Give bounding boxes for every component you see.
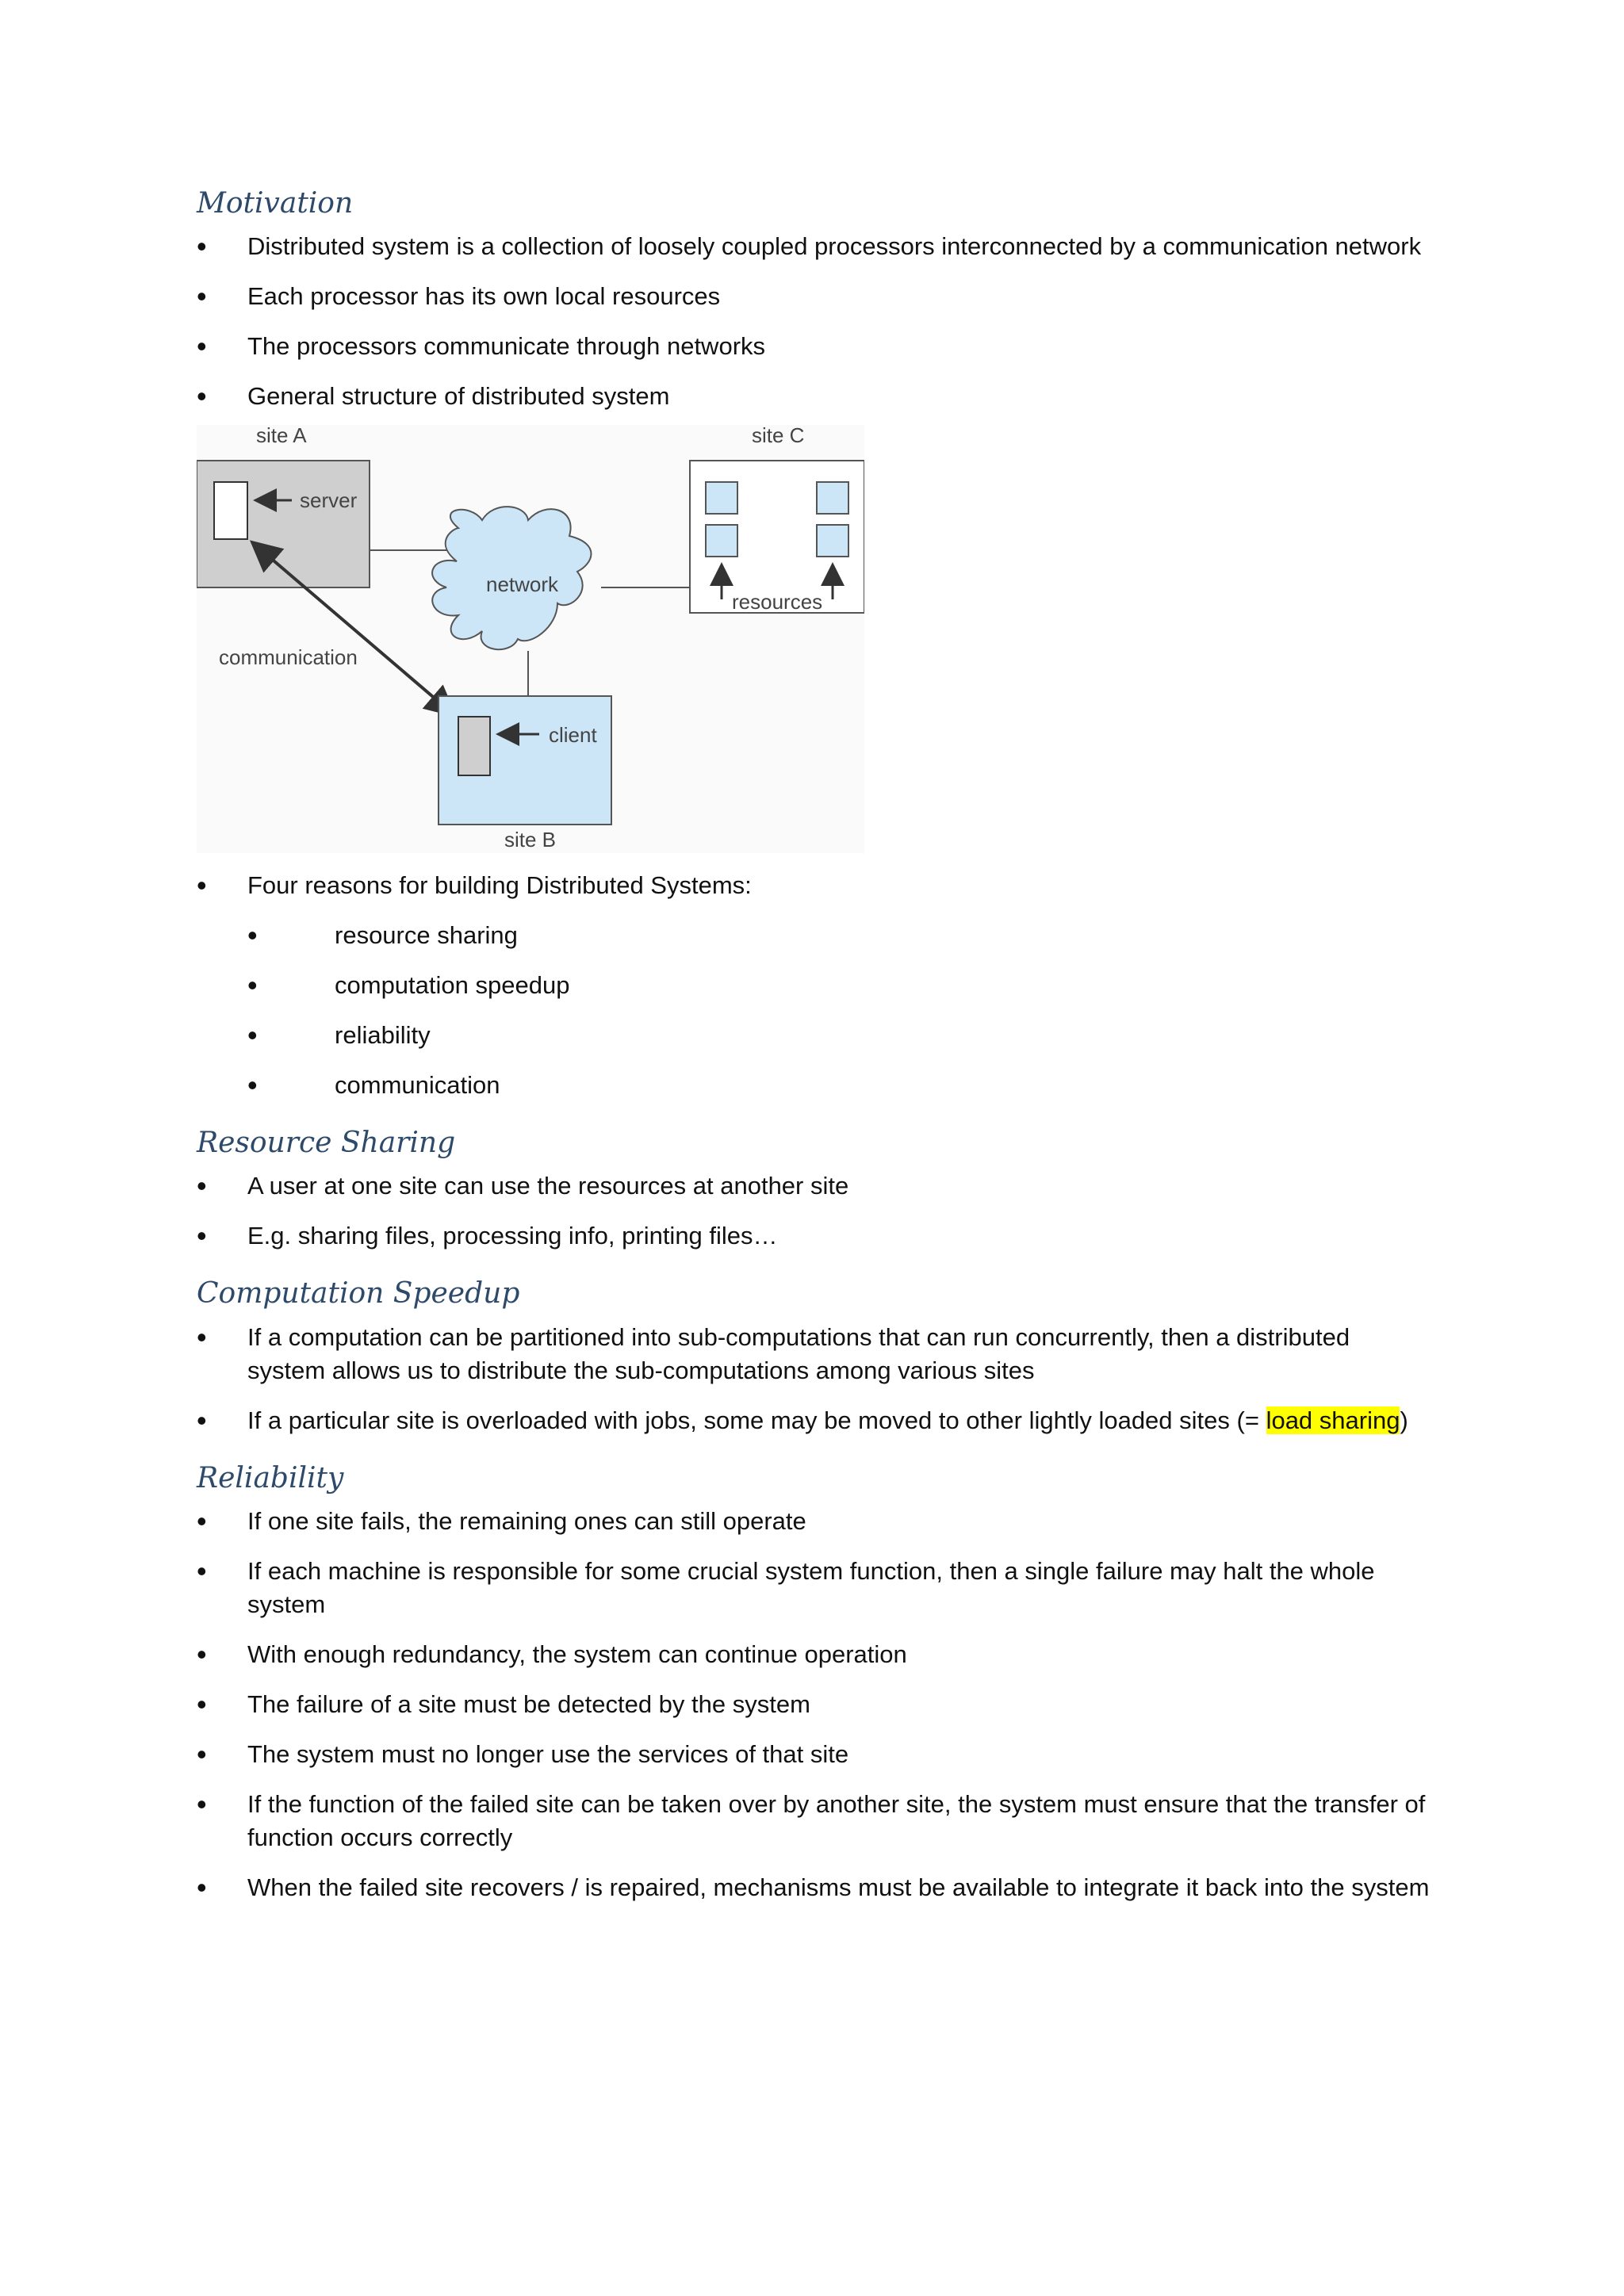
communication-label: communication [219,645,358,670]
list-item: • The processors communicate through networks [197,330,1434,363]
resource-box [706,525,737,557]
reliability-list [197,1505,1434,1904]
sub-list-item: • reliability [247,1019,1434,1052]
sub-list-item: • resource sharing [247,919,1434,952]
network-label: network [486,572,559,597]
computation-speedup-list [197,1321,1434,1437]
list-item [197,869,1434,1102]
load-sharing-highlight: load sharing [1266,1406,1400,1434]
list-item: • When the failed site recovers / is repaired, mechanisms must be available to integrate it back into the system [197,1871,1434,1904]
reasons-intro: Four reasons for building Distributed Systems: [247,871,752,900]
site-b-label: site B [504,828,557,852]
list-item: • A user at one site can use the resources at another site [197,1169,1434,1203]
list-item [197,1404,1434,1437]
distributed-system-diagram [197,425,864,853]
reasons-sublist [247,919,1434,1102]
list-item: • With enough redundancy, the system can continue operation [197,1638,1434,1671]
heading-computation-speedup: Computation Speedup [197,1277,520,1311]
list-item: • Each processor has its own local resources [197,280,1434,313]
heading-reliability: Reliability [197,1461,344,1494]
motivation-list [197,230,1434,413]
load-sharing-pre: If a particular site is overloaded with jobs, some may be moved to other lightly loaded sites (= [247,1406,1266,1434]
resource-sharing-list [197,1169,1434,1253]
list-item: • The failure of a site must be detected by the system [197,1688,1434,1721]
site-a-label: site A [256,425,307,448]
load-sharing-post: ) [1400,1406,1408,1434]
server-node [214,482,247,539]
resource-box [817,482,848,514]
client-label: client [549,723,597,748]
server-label: server [300,488,358,513]
list-item: • If a computation can be partitioned into sub-computations that can run concurrently, then a distributed system allows us to distribute the sub-computations among various sites [197,1321,1434,1387]
list-item: • If one site fails, the remaining ones can still operate [197,1505,1434,1538]
list-item: • If the function of the failed site can be taken over by another site, the system must ensure that the transfer of function occurs correctly [197,1788,1434,1854]
list-item: • General structure of distributed system [197,380,1434,413]
site-c-label: site C [752,425,805,448]
diagram-svg [197,425,864,853]
document-content [197,186,1434,1921]
heading-resource-sharing: Resource Sharing [197,1127,456,1160]
sub-list-item: • communication [247,1069,1434,1102]
client-node [458,717,490,775]
resource-box [817,525,848,557]
list-item: • The system must no longer use the services of that site [197,1738,1434,1771]
resources-label: resources [732,590,823,614]
list-item: • Distributed system is a collection of loosely coupled processors interconnected by a communication network [197,230,1434,263]
sub-list-item: • computation speedup [247,969,1434,1002]
list-item: • If each machine is responsible for some crucial system function, then a single failure may halt the whole system [197,1555,1434,1621]
reasons-list [197,869,1434,1102]
list-item: • E.g. sharing files, processing info, printing files… [197,1219,1434,1253]
resource-box [706,482,737,514]
heading-motivation: Motivation [197,187,354,220]
